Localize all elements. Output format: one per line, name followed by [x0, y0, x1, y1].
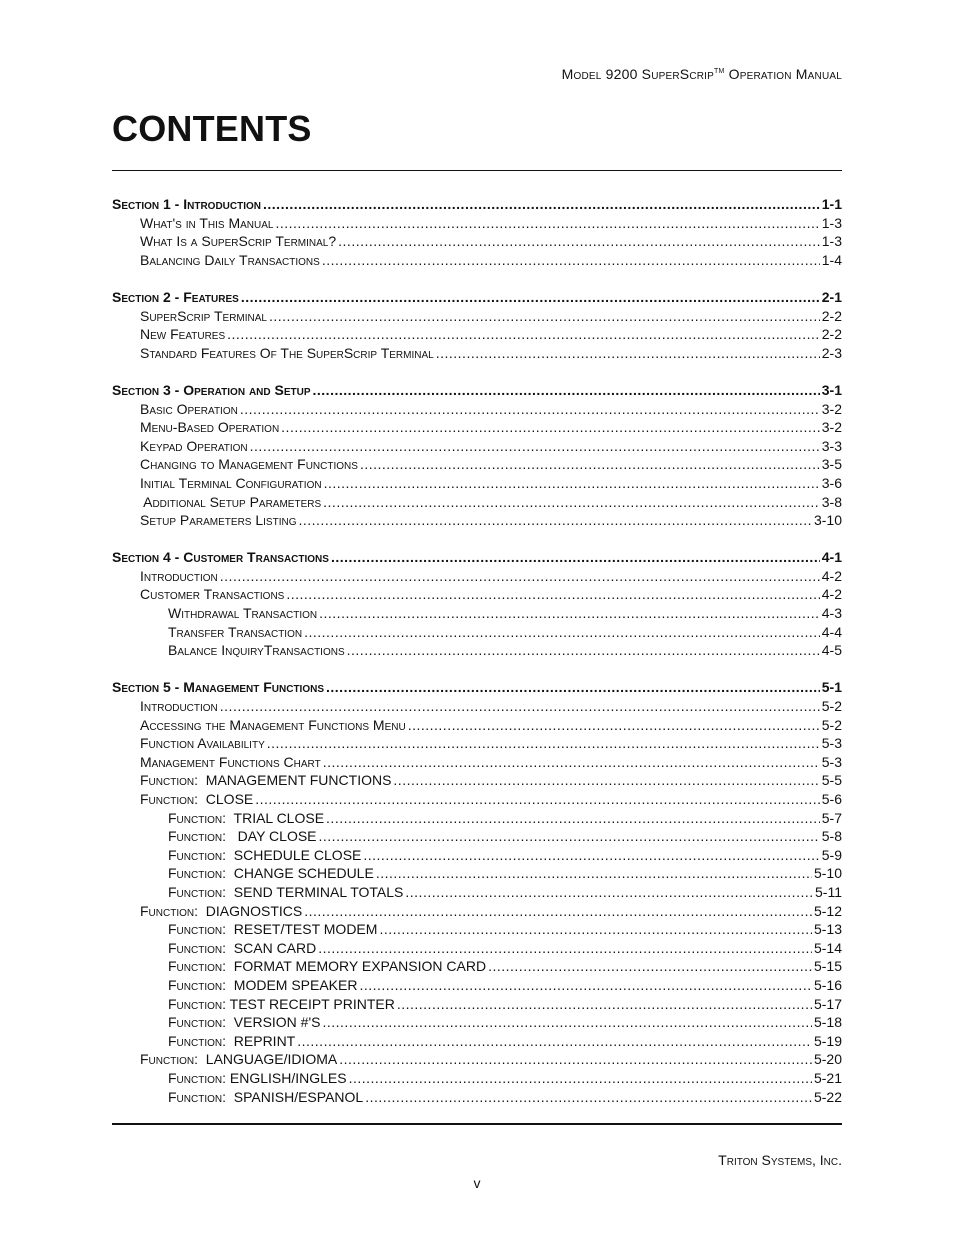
toc-dot-leader [323, 493, 820, 512]
toc-entry-label: Function: [168, 883, 226, 900]
toc-entry-function-name: SCAN CARD [226, 939, 317, 956]
toc-page-number: 3-8 [821, 493, 842, 510]
toc-entry-title [140, 753, 321, 772]
toc-dot-leader [319, 604, 820, 623]
toc-page-number: 5-18 [813, 1014, 842, 1031]
toc-entry-title [140, 307, 267, 326]
toc-entry-title [140, 493, 321, 512]
page-title: CONTENTS [112, 108, 312, 149]
toc-dot-leader [269, 307, 820, 326]
toc-entry-function-name: DAY CLOSE [226, 828, 317, 845]
toc-dot-leader [286, 585, 819, 604]
toc-entry-function-name: TEST RECEIPT PRINTER [226, 995, 395, 1012]
toc-entry-label: Function: [168, 939, 226, 956]
toc-dot-leader [298, 511, 811, 530]
toc-dot-leader [267, 734, 820, 753]
toc-entry-title [140, 585, 284, 604]
toc-page-number: 5-8 [821, 828, 842, 845]
toc-entry-title [168, 809, 324, 828]
toc-dot-leader [376, 864, 812, 883]
toc-dot-leader [339, 1050, 812, 1069]
toc-entry[interactable] [112, 251, 842, 270]
toc-entry-label: Function: [168, 1069, 226, 1086]
toc-entry-label: New Features [140, 326, 226, 343]
toc-entry-title [168, 864, 374, 883]
toc-section-entry[interactable] [112, 548, 842, 567]
toc-entry-title [168, 1069, 347, 1088]
toc-entry[interactable] [112, 437, 842, 456]
toc-dot-leader [263, 195, 820, 214]
toc-entry-label: Section 4 - Customer Transactions [112, 549, 329, 566]
toc-page-number: 3-5 [821, 456, 842, 473]
toc-entry[interactable] [112, 995, 842, 1014]
toc-entry-function-name: FORMAT MEMORY EXPANSION CARD [226, 958, 487, 975]
toc-page-number: 4-4 [821, 623, 842, 640]
toc-page-number: 5-7 [821, 809, 842, 826]
toc-entry-function-name: LANGUAGE/IDIOMA [198, 1051, 338, 1068]
toc-page-number: 3-2 [821, 419, 842, 436]
toc-section-entry[interactable] [112, 288, 842, 307]
toc-dot-leader [331, 548, 820, 567]
toc-entry-label: Function Availability [140, 735, 265, 752]
toc-entry-function-name: VERSION #'S [226, 1014, 321, 1031]
toc-entry-title [140, 1050, 337, 1069]
toc-entry[interactable] [112, 307, 842, 326]
toc-entry-function-name: RESET/TEST MODEM [226, 921, 378, 938]
toc-dot-leader [379, 920, 812, 939]
toc-entry[interactable] [112, 920, 842, 939]
toc-entry-label: What Is a SuperScrip Terminal? [140, 233, 337, 250]
toc-entry[interactable] [112, 344, 842, 363]
toc-entry-title [140, 455, 358, 474]
toc-entry[interactable] [112, 809, 842, 828]
toc-page-number: 3-6 [821, 474, 842, 491]
toc-entry[interactable] [112, 1013, 842, 1032]
toc-entry-title [168, 995, 395, 1014]
toc-dot-leader [363, 846, 819, 865]
toc-entry[interactable] [112, 604, 842, 623]
toc-entry-label: Standard Features Of The SuperScrip Terminal [140, 344, 434, 361]
toc-page-number: 3-3 [821, 437, 842, 454]
toc-entry-label: Transfer Transaction [168, 623, 303, 640]
toc-entry-label: Setup Parameters Listing [140, 512, 297, 529]
toc-entry[interactable] [112, 864, 842, 883]
toc-entry-title [168, 623, 302, 642]
toc-dot-leader [324, 474, 820, 493]
toc-page-number: 4-3 [821, 605, 842, 622]
toc-dot-leader [240, 400, 820, 419]
toc-entry-title [168, 957, 486, 976]
toc-entry-label: Balance InquiryTransactions [168, 642, 345, 659]
toc-dot-leader [326, 678, 820, 697]
toc-page-number: 5-17 [813, 995, 842, 1012]
toc-page-number: 5-11 [815, 883, 842, 900]
toc-entry-title [140, 902, 302, 921]
toc-entry-label: Accessing the Management Functions Menu [140, 716, 406, 733]
toc-entry-label: Section 5 - Management Functions [112, 679, 325, 696]
running-header-end: Operation Manual [724, 66, 842, 82]
toc-entry[interactable] [112, 418, 842, 437]
toc-entry-title [168, 939, 316, 958]
toc-entry-title [168, 1013, 320, 1032]
toc-dot-leader [488, 957, 812, 976]
toc-entry[interactable] [112, 827, 842, 846]
toc-page-number: 5-21 [813, 1069, 842, 1086]
toc-page-number: 5-5 [821, 772, 842, 789]
toc-section-entry[interactable] [112, 678, 842, 697]
toc-entry[interactable] [112, 400, 842, 419]
toc-entry-label: Changing to Management Functions [140, 456, 358, 473]
toc-entry-label: Function: [168, 828, 226, 845]
toc-entry-label: Function: [140, 902, 198, 919]
toc-entry-function-name: SEND TERMINAL TOTALS [226, 883, 404, 900]
toc-entry[interactable] [112, 493, 842, 512]
toc-dot-leader [322, 1013, 811, 1032]
title-divider [112, 170, 842, 171]
toc-entry[interactable] [112, 771, 842, 790]
toc-entry-title [168, 1088, 363, 1107]
toc-entry-function-name: SCHEDULE CLOSE [226, 846, 362, 863]
toc-entry-title [112, 288, 239, 307]
page-number: v [473, 1175, 481, 1191]
toc-dot-leader [393, 771, 819, 790]
toc-entry-title [112, 678, 324, 697]
toc-page-number: 4-1 [821, 549, 842, 566]
toc-page-number: 1-3 [821, 214, 842, 231]
toc-page-number: 5-14 [813, 939, 842, 956]
toc-entry[interactable] [112, 734, 842, 753]
toc-entry-title [140, 697, 218, 716]
toc-entry-function-name: MODEM SPEAKER [226, 976, 358, 993]
toc-entry-label: Function: [168, 865, 226, 882]
toc-entry-title [168, 846, 361, 865]
toc-entry-function-name: REPRINT [226, 1032, 296, 1049]
toc-page-number: 5-10 [813, 865, 842, 882]
toc-page-number: 5-2 [821, 698, 842, 715]
toc-page-number: 4-2 [821, 586, 842, 603]
toc-page-number: 1-1 [821, 196, 842, 212]
toc-entry[interactable] [112, 474, 842, 493]
toc-entry[interactable] [112, 753, 842, 772]
toc-entry[interactable] [112, 232, 842, 251]
toc-dot-leader [281, 418, 820, 437]
toc-entry-label: Management Functions Chart [140, 753, 321, 770]
toc-page-number: 5-15 [813, 958, 842, 975]
toc-entry[interactable] [112, 902, 842, 921]
toc-dot-leader [397, 995, 812, 1014]
toc-page-number: 3-1 [821, 381, 842, 398]
toc-entry[interactable] [112, 567, 842, 586]
toc-entry-title [168, 604, 317, 623]
toc-entry-function-name: ENGLISH/INGLES [226, 1069, 347, 1086]
toc-entry-title [168, 920, 377, 939]
toc-page-number: 1-3 [821, 233, 842, 250]
toc-page-number: 5-16 [813, 976, 842, 993]
toc-dot-leader [304, 902, 812, 921]
footer-divider [112, 1123, 842, 1125]
toc-entry-title [168, 641, 345, 660]
toc-page-number: 5-1 [821, 679, 842, 696]
toc-page-number: 3-10 [813, 512, 842, 529]
toc-entry[interactable] [112, 214, 842, 233]
toc-dot-leader [220, 697, 820, 716]
toc-page-number: 5-13 [813, 921, 842, 938]
toc-entry[interactable] [112, 697, 842, 716]
toc-dot-leader [227, 325, 820, 344]
toc-entry-label: Function: [168, 846, 226, 863]
toc-entry-title [140, 474, 322, 493]
footer-company-name: Triton Systems, Inc. [718, 1152, 842, 1168]
toc-entry-label: Introduction [140, 567, 218, 584]
toc-section-entry[interactable] [112, 381, 842, 400]
toc-entry[interactable] [112, 585, 842, 604]
toc-entry[interactable] [112, 790, 842, 809]
toc-entry-label: Section 3 - Operation and Setup [112, 381, 311, 398]
toc-entry-function-name: DIAGNOSTICS [198, 902, 303, 919]
toc-entry-function-name: TRIAL CLOSE [226, 809, 325, 826]
toc-entry-label: Withdrawal Transaction [168, 605, 318, 622]
toc-entry-label: Function: [168, 921, 226, 938]
toc-dot-leader [347, 641, 820, 660]
toc-dot-leader [436, 344, 820, 363]
toc-entry-title [140, 418, 279, 437]
toc-entry-label: Function: [140, 791, 198, 807]
toc-entry[interactable] [112, 1088, 842, 1107]
toc-page-number: 2-2 [821, 307, 842, 324]
toc-entry-label: Initial Terminal Configuration [140, 474, 322, 491]
toc-entry-label: Function: [168, 1032, 226, 1049]
toc-entry-function-name: MANAGEMENT FUNCTIONS [198, 772, 392, 789]
toc-entry-title [140, 232, 336, 251]
toc-dot-leader [313, 381, 820, 400]
toc-page-number: 5-12 [813, 902, 842, 919]
toc-entry-title [140, 716, 406, 735]
toc-entry[interactable] [112, 846, 842, 865]
toc-entry-label: Function: [140, 772, 198, 789]
toc-entry[interactable] [112, 976, 842, 995]
toc-entry[interactable] [112, 957, 842, 976]
toc-entry-title [140, 771, 391, 790]
toc-dot-leader [326, 809, 820, 828]
toc-entry-title [140, 734, 265, 753]
toc-entry-title [168, 883, 403, 902]
toc-entry-title [140, 400, 238, 419]
toc-entry-label: Section 1 - Introduction [112, 196, 262, 212]
toc-page-number: 5-3 [821, 753, 842, 770]
toc-dot-leader [408, 716, 820, 735]
toc-entry-title [112, 381, 311, 400]
toc-entry-title [140, 325, 225, 344]
toc-entry[interactable] [112, 883, 842, 902]
toc-page-number: 2-1 [821, 288, 842, 305]
toc-dot-leader [304, 623, 820, 642]
toc-page-number: 1-4 [821, 251, 842, 268]
toc-dot-leader [241, 288, 820, 307]
toc-page-number: 5-20 [813, 1051, 842, 1068]
toc-entry-function-name: CLOSE [198, 791, 254, 807]
toc-entry-function-name: SPANISH/ESPANOL [226, 1088, 364, 1105]
toc-entry[interactable] [112, 716, 842, 735]
toc-entry[interactable] [112, 325, 842, 344]
toc-dot-leader [323, 753, 820, 772]
toc-entry-label: Menu-Based Operation [140, 419, 280, 436]
table-of-contents [112, 195, 842, 1106]
toc-entry-label: Function: [168, 809, 226, 826]
toc-page-number: 4-5 [821, 642, 842, 659]
toc-dot-leader [297, 1032, 812, 1051]
toc-page-number: 5-6 [821, 791, 842, 807]
trademark-mark: TM [714, 68, 725, 75]
toc-entry-label: What's in This Manual [140, 214, 274, 231]
toc-entry-label: Function: [168, 995, 226, 1012]
toc-entry[interactable] [112, 1050, 842, 1069]
toc-dot-leader [220, 567, 820, 586]
toc-dot-leader [255, 790, 820, 809]
toc-dot-leader [349, 1069, 812, 1088]
toc-entry-label: Function: [168, 1088, 226, 1105]
toc-entry-title [140, 344, 434, 363]
toc-entry-title [168, 827, 317, 846]
toc-entry-title [140, 214, 273, 233]
running-header [562, 66, 842, 82]
toc-entry-label: Introduction [140, 698, 218, 715]
toc-entry[interactable] [112, 1069, 842, 1088]
toc-entry[interactable] [112, 623, 842, 642]
toc-entry-title [140, 790, 253, 809]
toc-dot-leader [338, 232, 820, 251]
toc-dot-leader [250, 437, 820, 456]
toc-entry-title [168, 976, 357, 995]
toc-dot-leader [275, 214, 819, 233]
toc-dot-leader [360, 455, 820, 474]
toc-page-number: 5-9 [821, 846, 842, 863]
toc-entry-label: Additional Setup Parameters [140, 493, 322, 510]
toc-page-number: 5-2 [821, 716, 842, 733]
toc-entry-function-name: CHANGE SCHEDULE [226, 865, 374, 882]
toc-page-number: 3-2 [821, 400, 842, 417]
toc-entry[interactable] [112, 511, 842, 530]
toc-entry-label: SuperScrip Terminal [140, 307, 267, 324]
toc-page-number: 4-2 [821, 567, 842, 584]
toc-entry-label: Function: [168, 958, 226, 975]
toc-entry-label: Function: [140, 1051, 198, 1068]
toc-entry[interactable] [112, 939, 842, 958]
toc-entry-title [140, 567, 218, 586]
toc-entry[interactable] [112, 641, 842, 660]
toc-page-number: 2-3 [821, 344, 842, 361]
toc-entry-label: Function: [168, 1014, 226, 1031]
toc-entry-title [140, 437, 248, 456]
toc-entry-label: Balancing Daily Transactions [140, 251, 320, 268]
toc-entry-label: Function: [168, 976, 226, 993]
toc-section-entry[interactable] [112, 195, 842, 214]
toc-page-number: 5-22 [813, 1088, 842, 1105]
toc-entry-label: Section 2 - Features [112, 288, 239, 305]
toc-dot-leader [365, 1088, 812, 1107]
toc-page-number: 5-3 [821, 735, 842, 752]
toc-dot-leader [319, 827, 820, 846]
toc-entry[interactable] [112, 1032, 842, 1051]
toc-entry-title [168, 1032, 295, 1051]
toc-page-number: 2-2 [821, 326, 842, 343]
toc-dot-leader [322, 251, 820, 270]
toc-page-number: 5-19 [813, 1032, 842, 1049]
running-header-main: Model 9200 SuperScrip [561, 66, 715, 82]
toc-entry[interactable] [112, 455, 842, 474]
toc-entry-title [140, 511, 296, 530]
toc-dot-leader [359, 976, 812, 995]
toc-entry-title [112, 195, 261, 214]
toc-dot-leader [318, 939, 812, 958]
toc-entry-label: Keypad Operation [140, 437, 248, 454]
toc-entry-label: Basic Operation [140, 400, 238, 417]
toc-dot-leader [405, 883, 813, 902]
toc-entry-title [112, 548, 329, 567]
toc-entry-label: Customer Transactions [140, 586, 285, 603]
toc-entry-title [140, 251, 320, 270]
